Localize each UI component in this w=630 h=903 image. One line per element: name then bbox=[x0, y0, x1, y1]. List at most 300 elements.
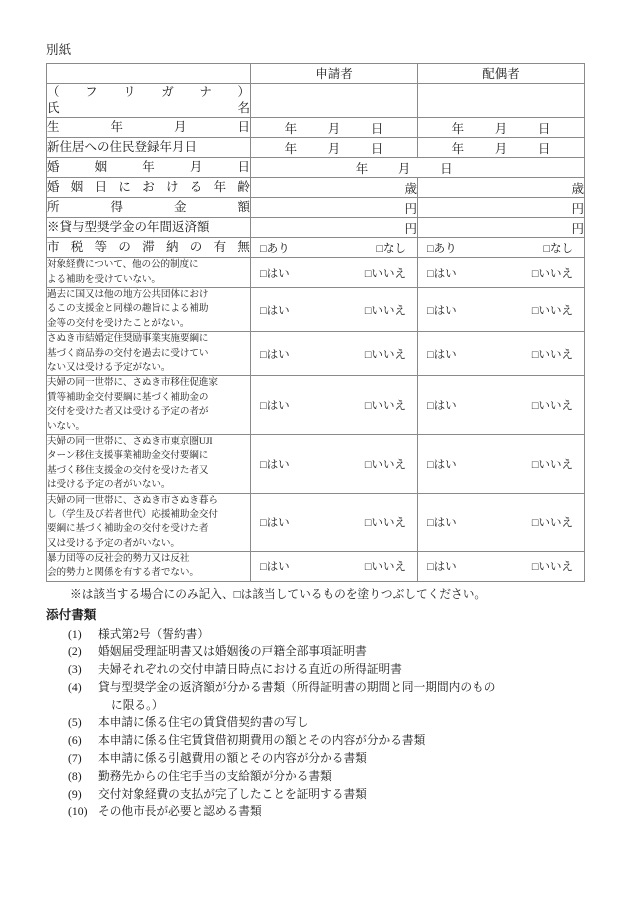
statement-line: 暴力団等の反社会的勢力又は反社 bbox=[47, 553, 190, 565]
label-char: 月 bbox=[173, 120, 187, 135]
checkbox-option-label: いいえ bbox=[371, 561, 406, 574]
list-item-number: (1) bbox=[68, 627, 82, 641]
label-char: ナ bbox=[199, 84, 212, 99]
row-label bbox=[47, 119, 250, 136]
checkbox-icon[interactable]: □ bbox=[260, 517, 267, 530]
applicant-choice-cell bbox=[251, 434, 418, 493]
checkbox-option-yes[interactable] bbox=[260, 456, 290, 472]
checkbox-option-label: はい bbox=[266, 267, 290, 280]
checkbox-option-no[interactable] bbox=[532, 302, 573, 318]
label-char: 税 bbox=[70, 240, 84, 255]
checkbox-icon[interactable]: □ bbox=[531, 561, 539, 574]
list-item-text: 勤務先からの住宅手当の支給額が分かる書類 bbox=[98, 769, 332, 783]
list-item-number: (8) bbox=[68, 769, 82, 783]
checkbox-option-label: はい bbox=[433, 267, 457, 280]
choice-pair bbox=[251, 514, 417, 530]
checkbox-icon[interactable]: □ bbox=[427, 561, 434, 574]
checkbox-option-label: はい bbox=[266, 517, 290, 530]
label-char: 滞 bbox=[142, 240, 155, 255]
statement-line: よる補助を受けていない。 bbox=[47, 273, 161, 285]
table-row bbox=[47, 178, 585, 198]
list-item-text: 貸与型奨学金の返済額が分かる書類（所得証明書の期間と同一期間内のもの に限る。） bbox=[98, 679, 584, 715]
checkbox-option-no[interactable] bbox=[365, 456, 406, 472]
label-char: 生 bbox=[47, 120, 60, 135]
checkbox-icon[interactable]: □ bbox=[260, 458, 267, 471]
label-char: リ bbox=[123, 84, 136, 99]
list-item-text: 夫婦それぞれの交付申請日時点における直近の所得証明書 bbox=[98, 663, 402, 677]
row-label-cell bbox=[47, 118, 251, 138]
choice-pair bbox=[418, 397, 584, 413]
date-unit: 月 bbox=[397, 161, 411, 176]
checkbox-option-no[interactable] bbox=[532, 397, 573, 413]
checkbox-option-no[interactable] bbox=[376, 240, 406, 256]
date-parts bbox=[436, 119, 565, 137]
statement-line: し（学生及び若者世代）応援補助金交付 bbox=[47, 508, 218, 520]
spouse-choice-cell bbox=[418, 288, 585, 332]
label-char: 姻 bbox=[94, 160, 108, 175]
table-row bbox=[47, 138, 585, 158]
row-label-cell bbox=[47, 198, 251, 218]
checkbox-option-label: なし bbox=[383, 242, 406, 255]
spouse-choice-cell bbox=[418, 238, 585, 258]
spouse-amount-field[interactable] bbox=[418, 198, 585, 218]
applicant-choice-cell bbox=[251, 258, 418, 288]
checkbox-icon[interactable]: □ bbox=[531, 348, 539, 361]
label-char: 齢 bbox=[237, 180, 250, 195]
label-char: 名 bbox=[237, 101, 250, 116]
checkbox-option-label: はい bbox=[266, 348, 290, 361]
unit-label: 円 bbox=[571, 201, 584, 216]
unit-label: 円 bbox=[404, 221, 417, 236]
label-char: ガ bbox=[161, 84, 174, 99]
checkbox-option-label: あり bbox=[266, 242, 290, 255]
statement-line: 夫婦の同一世帯に、さぬき市東京圏UJI bbox=[47, 435, 213, 447]
statement-line: 過去に国又は他の地方公共団体におけ bbox=[47, 289, 209, 301]
label-char: 市 bbox=[47, 240, 60, 255]
spouse-name-field[interactable] bbox=[418, 83, 585, 118]
choice-pair bbox=[251, 240, 417, 256]
checkbox-icon[interactable]: □ bbox=[427, 458, 434, 471]
choice-pair bbox=[251, 456, 417, 472]
checkbox-icon[interactable]: □ bbox=[427, 348, 434, 361]
checkbox-option-label: はい bbox=[266, 458, 290, 471]
statement-line: ターン移住支援事業補助金交付要綱に bbox=[47, 450, 209, 462]
checkbox-option-yes[interactable] bbox=[260, 265, 290, 281]
date-field[interactable] bbox=[418, 118, 585, 138]
checkbox-icon[interactable]: □ bbox=[427, 304, 434, 317]
checkbox-option-label: あり bbox=[433, 242, 457, 255]
label-char: 姻 bbox=[70, 180, 84, 195]
list-item-text: 様式第2号（誓約書） bbox=[98, 627, 210, 641]
checkbox-icon[interactable]: □ bbox=[531, 267, 539, 280]
declaration-statement-label bbox=[47, 258, 251, 288]
label-char: 納 bbox=[165, 240, 179, 255]
table-row bbox=[47, 332, 585, 376]
date-parts bbox=[269, 119, 398, 137]
statement-line: 要綱に基づく補助金の交付を受けた者 bbox=[47, 523, 209, 535]
checkbox-option-no[interactable] bbox=[532, 265, 573, 281]
list-item-text: 交付対象経費の支払が完了したことを証明する書類 bbox=[98, 787, 367, 801]
spouse-choice-cell bbox=[418, 258, 585, 288]
choice-pair bbox=[418, 302, 584, 318]
checkbox-icon[interactable]: □ bbox=[364, 400, 372, 413]
label-char: ） bbox=[237, 84, 250, 99]
date-unit: 月 bbox=[327, 121, 341, 136]
applicant-choice-cell bbox=[251, 332, 418, 376]
applicant-amount-field[interactable] bbox=[251, 218, 418, 238]
checkbox-icon[interactable]: □ bbox=[364, 561, 372, 574]
date-unit: 日 bbox=[537, 141, 551, 156]
table-header-row bbox=[47, 63, 585, 83]
label-char: る bbox=[189, 180, 203, 195]
label-char: 日 bbox=[94, 180, 108, 195]
checkbox-option-label: はい bbox=[266, 304, 290, 317]
date-unit: 年 bbox=[284, 121, 298, 136]
label-char: 年 bbox=[142, 160, 155, 175]
statement-line: ない又は受ける予定がない。 bbox=[47, 361, 171, 373]
checkbox-option-yes[interactable] bbox=[260, 240, 290, 256]
checkbox-icon[interactable]: □ bbox=[427, 517, 434, 530]
table-row bbox=[47, 198, 585, 218]
choice-pair bbox=[418, 265, 584, 281]
date-unit: 月 bbox=[494, 141, 508, 156]
spouse-amount-field[interactable] bbox=[418, 178, 585, 198]
row-label-cell bbox=[47, 238, 251, 258]
checkbox-option-no[interactable] bbox=[532, 514, 573, 530]
table-row bbox=[47, 493, 585, 552]
list-item-text: 本申請に係る住宅の賃貸借契約書の写し bbox=[98, 716, 309, 730]
checkbox-option-label: はい bbox=[433, 561, 457, 574]
date-parts bbox=[341, 159, 468, 177]
list-item bbox=[68, 768, 584, 786]
checkbox-icon[interactable]: □ bbox=[531, 400, 539, 413]
applicant-choice-cell bbox=[251, 493, 418, 552]
label-char: 年 bbox=[110, 120, 123, 135]
choice-pair bbox=[251, 558, 417, 574]
date-field[interactable] bbox=[251, 118, 418, 138]
row-label-cell bbox=[47, 158, 251, 178]
row-label bbox=[47, 159, 250, 176]
spouse-amount-field[interactable] bbox=[418, 218, 585, 238]
date-unit: 年 bbox=[355, 161, 369, 176]
checkbox-icon[interactable]: □ bbox=[260, 242, 267, 255]
list-item bbox=[68, 714, 584, 732]
list-item-continuation: に限る。） bbox=[111, 698, 164, 712]
date-unit: 年 bbox=[451, 121, 465, 136]
label-char: の bbox=[189, 240, 203, 255]
checkbox-option-no[interactable] bbox=[543, 240, 573, 256]
checkbox-option-no[interactable] bbox=[365, 558, 406, 574]
date-unit: 年 bbox=[284, 141, 298, 156]
label-char: 氏 bbox=[47, 101, 60, 116]
checkbox-icon[interactable]: □ bbox=[364, 267, 372, 280]
date-parts bbox=[269, 139, 398, 157]
row-label bbox=[47, 199, 250, 216]
statement-line: 基づく商品券の交付を過去に受けてい bbox=[47, 347, 209, 359]
spouse-choice-cell bbox=[418, 493, 585, 552]
applicant-choice-cell bbox=[251, 376, 418, 435]
date-unit: 月 bbox=[494, 121, 508, 136]
checkbox-option-no[interactable] bbox=[532, 346, 573, 362]
checkbox-icon[interactable]: □ bbox=[364, 304, 372, 317]
checkbox-option-label: はい bbox=[266, 561, 290, 574]
label-char: に bbox=[118, 180, 131, 195]
checkbox-option-yes[interactable] bbox=[427, 265, 457, 281]
table-row bbox=[47, 376, 585, 435]
table-row bbox=[47, 288, 585, 332]
label-char: 月 bbox=[189, 160, 203, 175]
list-item-number: (4) bbox=[68, 680, 82, 694]
checkbox-icon[interactable]: □ bbox=[260, 304, 267, 317]
label-char: 所 bbox=[47, 200, 60, 215]
checkbox-option-yes[interactable] bbox=[260, 302, 290, 318]
unit-label: 歳 bbox=[571, 181, 584, 196]
list-item bbox=[68, 786, 584, 804]
attachments-list bbox=[46, 626, 584, 822]
applicant-name-field[interactable] bbox=[251, 83, 418, 118]
statement-line: 夫婦の同一世帯に、さぬき市さぬき暮ら bbox=[47, 494, 218, 506]
list-item bbox=[68, 626, 584, 644]
label-char: 得 bbox=[110, 200, 123, 215]
table-row bbox=[47, 258, 585, 288]
furigana-label bbox=[47, 84, 250, 101]
declaration-statement-label bbox=[47, 493, 251, 552]
table-row bbox=[47, 434, 585, 493]
checkbox-icon[interactable]: □ bbox=[427, 400, 434, 413]
choice-pair bbox=[251, 265, 417, 281]
list-item bbox=[68, 750, 584, 768]
statement-line: 金等の交付を受けたことがない。 bbox=[47, 317, 190, 329]
date-field[interactable] bbox=[251, 138, 418, 158]
list-item bbox=[68, 679, 584, 715]
column-header-applicant: 申請者 bbox=[251, 63, 418, 83]
checkbox-icon[interactable]: □ bbox=[531, 517, 539, 530]
list-item bbox=[68, 643, 584, 661]
applicant-choice-cell bbox=[251, 288, 418, 332]
checkbox-option-label: いいえ bbox=[538, 458, 573, 471]
list-item bbox=[68, 732, 584, 750]
statement-line: 賃等補助金交付要綱に基づく補助金の bbox=[47, 391, 209, 403]
list-item-text: その他市長が必要と認める書類 bbox=[98, 805, 262, 819]
checkbox-icon[interactable]: □ bbox=[260, 267, 267, 280]
checkbox-option-label: はい bbox=[433, 400, 457, 413]
label-char: け bbox=[165, 180, 179, 195]
checkbox-option-yes[interactable] bbox=[427, 346, 457, 362]
date-unit: 日 bbox=[440, 161, 453, 176]
checkbox-option-label: いいえ bbox=[538, 304, 573, 317]
checkbox-icon[interactable]: □ bbox=[260, 400, 267, 413]
row-label-cell: ※貸与型奨学金の年間返済額 bbox=[47, 218, 251, 238]
checkbox-option-yes[interactable] bbox=[260, 558, 290, 574]
checkbox-option-no[interactable] bbox=[365, 514, 406, 530]
table-row bbox=[47, 218, 585, 238]
checkbox-option-yes[interactable] bbox=[260, 346, 290, 362]
label-char: 有 bbox=[213, 240, 227, 255]
checkbox-option-label: はい bbox=[433, 517, 457, 530]
label-char: フ bbox=[85, 84, 98, 99]
checkbox-option-label: いいえ bbox=[538, 400, 573, 413]
checkbox-option-yes[interactable] bbox=[260, 514, 290, 530]
checkbox-icon[interactable]: □ bbox=[531, 458, 539, 471]
declaration-statement-label bbox=[47, 332, 251, 376]
date-unit: 月 bbox=[327, 141, 341, 156]
label-char: の bbox=[118, 240, 131, 255]
list-item-number: (7) bbox=[68, 752, 82, 766]
statement-line: は受ける予定の者がいない。 bbox=[47, 479, 171, 491]
choice-pair bbox=[251, 397, 417, 413]
checkbox-option-yes[interactable] bbox=[427, 558, 457, 574]
declaration-statement-label bbox=[47, 288, 251, 332]
table-row bbox=[47, 158, 585, 178]
list-item-number: (9) bbox=[68, 787, 82, 801]
checkbox-icon[interactable]: □ bbox=[364, 517, 372, 530]
statement-line: 会的勢力と関係を有する者でない。 bbox=[47, 567, 199, 579]
label-char: 額 bbox=[237, 200, 250, 215]
unit-label: 円 bbox=[404, 201, 417, 216]
label-char: 日 bbox=[237, 160, 250, 175]
checkbox-option-label: いいえ bbox=[371, 400, 406, 413]
spouse-choice-cell bbox=[418, 434, 585, 493]
choice-pair bbox=[418, 346, 584, 362]
spouse-choice-cell bbox=[418, 332, 585, 376]
checkbox-option-no[interactable] bbox=[365, 302, 406, 318]
checkbox-option-yes[interactable] bbox=[427, 302, 457, 318]
table-row bbox=[47, 118, 585, 138]
spouse-choice-cell bbox=[418, 552, 585, 582]
checkbox-option-label: いいえ bbox=[538, 517, 573, 530]
applicant-information-table bbox=[46, 63, 585, 582]
attachments-heading: 添付書類 bbox=[46, 608, 97, 623]
applicant-choice-cell bbox=[251, 238, 418, 258]
choice-pair bbox=[251, 302, 417, 318]
checkbox-option-no[interactable] bbox=[532, 456, 573, 472]
label-char: 日 bbox=[237, 120, 250, 135]
header-blank-cell bbox=[47, 63, 251, 83]
date-unit: 日 bbox=[537, 121, 551, 136]
date-unit: 日 bbox=[370, 141, 384, 156]
column-header-spouse: 配偶者 bbox=[418, 63, 585, 83]
checkbox-icon[interactable]: □ bbox=[543, 242, 550, 255]
label-char: （ bbox=[47, 84, 60, 99]
spouse-choice-cell bbox=[418, 376, 585, 435]
date-unit: 日 bbox=[370, 121, 384, 136]
checkbox-option-label: いいえ bbox=[538, 267, 573, 280]
choice-pair bbox=[418, 240, 584, 256]
statement-line: 交付を受けた者又は受ける予定の者が bbox=[47, 406, 209, 418]
label-char: 金 bbox=[173, 200, 187, 215]
checkbox-option-label: はい bbox=[266, 400, 290, 413]
checkbox-option-no[interactable] bbox=[365, 265, 406, 281]
row-label bbox=[47, 179, 250, 196]
statement-line: 対象経費について、他の公的制度に bbox=[47, 259, 199, 271]
label-char: 婚 bbox=[47, 160, 60, 175]
checkbox-icon[interactable]: □ bbox=[364, 458, 372, 471]
applicant-amount-field[interactable] bbox=[251, 178, 418, 198]
checkbox-option-label: いいえ bbox=[371, 458, 406, 471]
checkbox-option-label: いいえ bbox=[371, 517, 406, 530]
checkbox-option-label: なし bbox=[550, 242, 573, 255]
choice-pair bbox=[418, 514, 584, 530]
checkbox-option-no[interactable] bbox=[365, 346, 406, 362]
statement-line: さぬき市結婚定住奨励事業実施要綱に bbox=[47, 333, 209, 345]
date-field[interactable] bbox=[418, 138, 585, 158]
checkbox-option-label: いいえ bbox=[538, 561, 573, 574]
declaration-statement-label bbox=[47, 376, 251, 435]
name-furigana-label bbox=[47, 83, 251, 118]
statement-line: 夫婦の同一世帯に、さぬき市移住促進家 bbox=[47, 377, 218, 389]
row-label-cell bbox=[47, 178, 251, 198]
checkbox-option-no[interactable] bbox=[532, 558, 573, 574]
list-item-number: (5) bbox=[68, 716, 82, 730]
date-parts bbox=[436, 139, 565, 157]
label-char: 婚 bbox=[47, 180, 60, 195]
checkbox-icon[interactable]: □ bbox=[364, 348, 372, 361]
checkbox-icon[interactable]: □ bbox=[260, 348, 267, 361]
page-title: 別紙 bbox=[46, 43, 72, 57]
choice-pair bbox=[418, 456, 584, 472]
checkbox-option-no[interactable] bbox=[365, 397, 406, 413]
checkbox-icon[interactable]: □ bbox=[531, 304, 539, 317]
choice-pair bbox=[251, 346, 417, 362]
checkbox-option-yes[interactable] bbox=[427, 456, 457, 472]
table-body bbox=[47, 63, 585, 581]
checkbox-icon[interactable]: □ bbox=[427, 242, 434, 255]
list-item-number: (3) bbox=[68, 663, 82, 677]
unit-label: 歳 bbox=[404, 181, 417, 196]
checkbox-option-yes[interactable] bbox=[260, 397, 290, 413]
list-item bbox=[68, 803, 584, 821]
marriage-date-field[interactable] bbox=[251, 158, 585, 178]
table-row bbox=[47, 238, 585, 258]
row-label bbox=[47, 239, 250, 256]
checkbox-option-label: いいえ bbox=[371, 304, 406, 317]
checkbox-icon[interactable]: □ bbox=[260, 561, 267, 574]
checkbox-option-label: はい bbox=[433, 458, 457, 471]
statement-line: るこの支援金と同様の趣旨による補助 bbox=[47, 303, 209, 315]
applicant-choice-cell bbox=[251, 552, 418, 582]
row-label-cell: 新住居への住民登録年月日 bbox=[47, 138, 251, 158]
declaration-statement-label bbox=[47, 552, 251, 582]
checkbox-option-yes[interactable] bbox=[427, 514, 457, 530]
checkbox-option-label: はい bbox=[433, 348, 457, 361]
checkbox-icon[interactable]: □ bbox=[376, 242, 383, 255]
list-item bbox=[68, 661, 584, 679]
choice-pair bbox=[418, 558, 584, 574]
unit-label: 円 bbox=[571, 221, 584, 236]
declaration-statement-label bbox=[47, 434, 251, 493]
checkbox-option-label: いいえ bbox=[371, 267, 406, 280]
name-label bbox=[47, 100, 250, 117]
checkbox-option-yes[interactable] bbox=[427, 240, 457, 256]
table-row bbox=[47, 552, 585, 582]
checkbox-option-yes[interactable] bbox=[427, 397, 457, 413]
checkbox-icon[interactable]: □ bbox=[427, 267, 434, 280]
statement-line: 又は受ける予定の者がいない。 bbox=[47, 537, 180, 549]
applicant-amount-field[interactable] bbox=[251, 198, 418, 218]
checkbox-option-label: はい bbox=[433, 304, 457, 317]
label-char: 無 bbox=[237, 240, 250, 255]
date-unit: 年 bbox=[451, 141, 465, 156]
list-item-number: (2) bbox=[68, 645, 82, 659]
table-row bbox=[47, 83, 585, 118]
list-item-number: (10) bbox=[68, 805, 88, 819]
list-item-number: (6) bbox=[68, 734, 82, 748]
statement-line: 基づく移住支援金の交付を受けた者又 bbox=[47, 464, 209, 476]
list-item-text: 本申請に係る住宅賃貸借初期費用の額とその内容が分かる書類 bbox=[98, 734, 426, 748]
form-instruction-note: ※は該当する場合にのみ記入、□は該当しているものを塗りつぶしてください。 bbox=[70, 587, 487, 601]
checkbox-option-label: いいえ bbox=[371, 348, 406, 361]
statement-line: いない。 bbox=[47, 420, 85, 432]
